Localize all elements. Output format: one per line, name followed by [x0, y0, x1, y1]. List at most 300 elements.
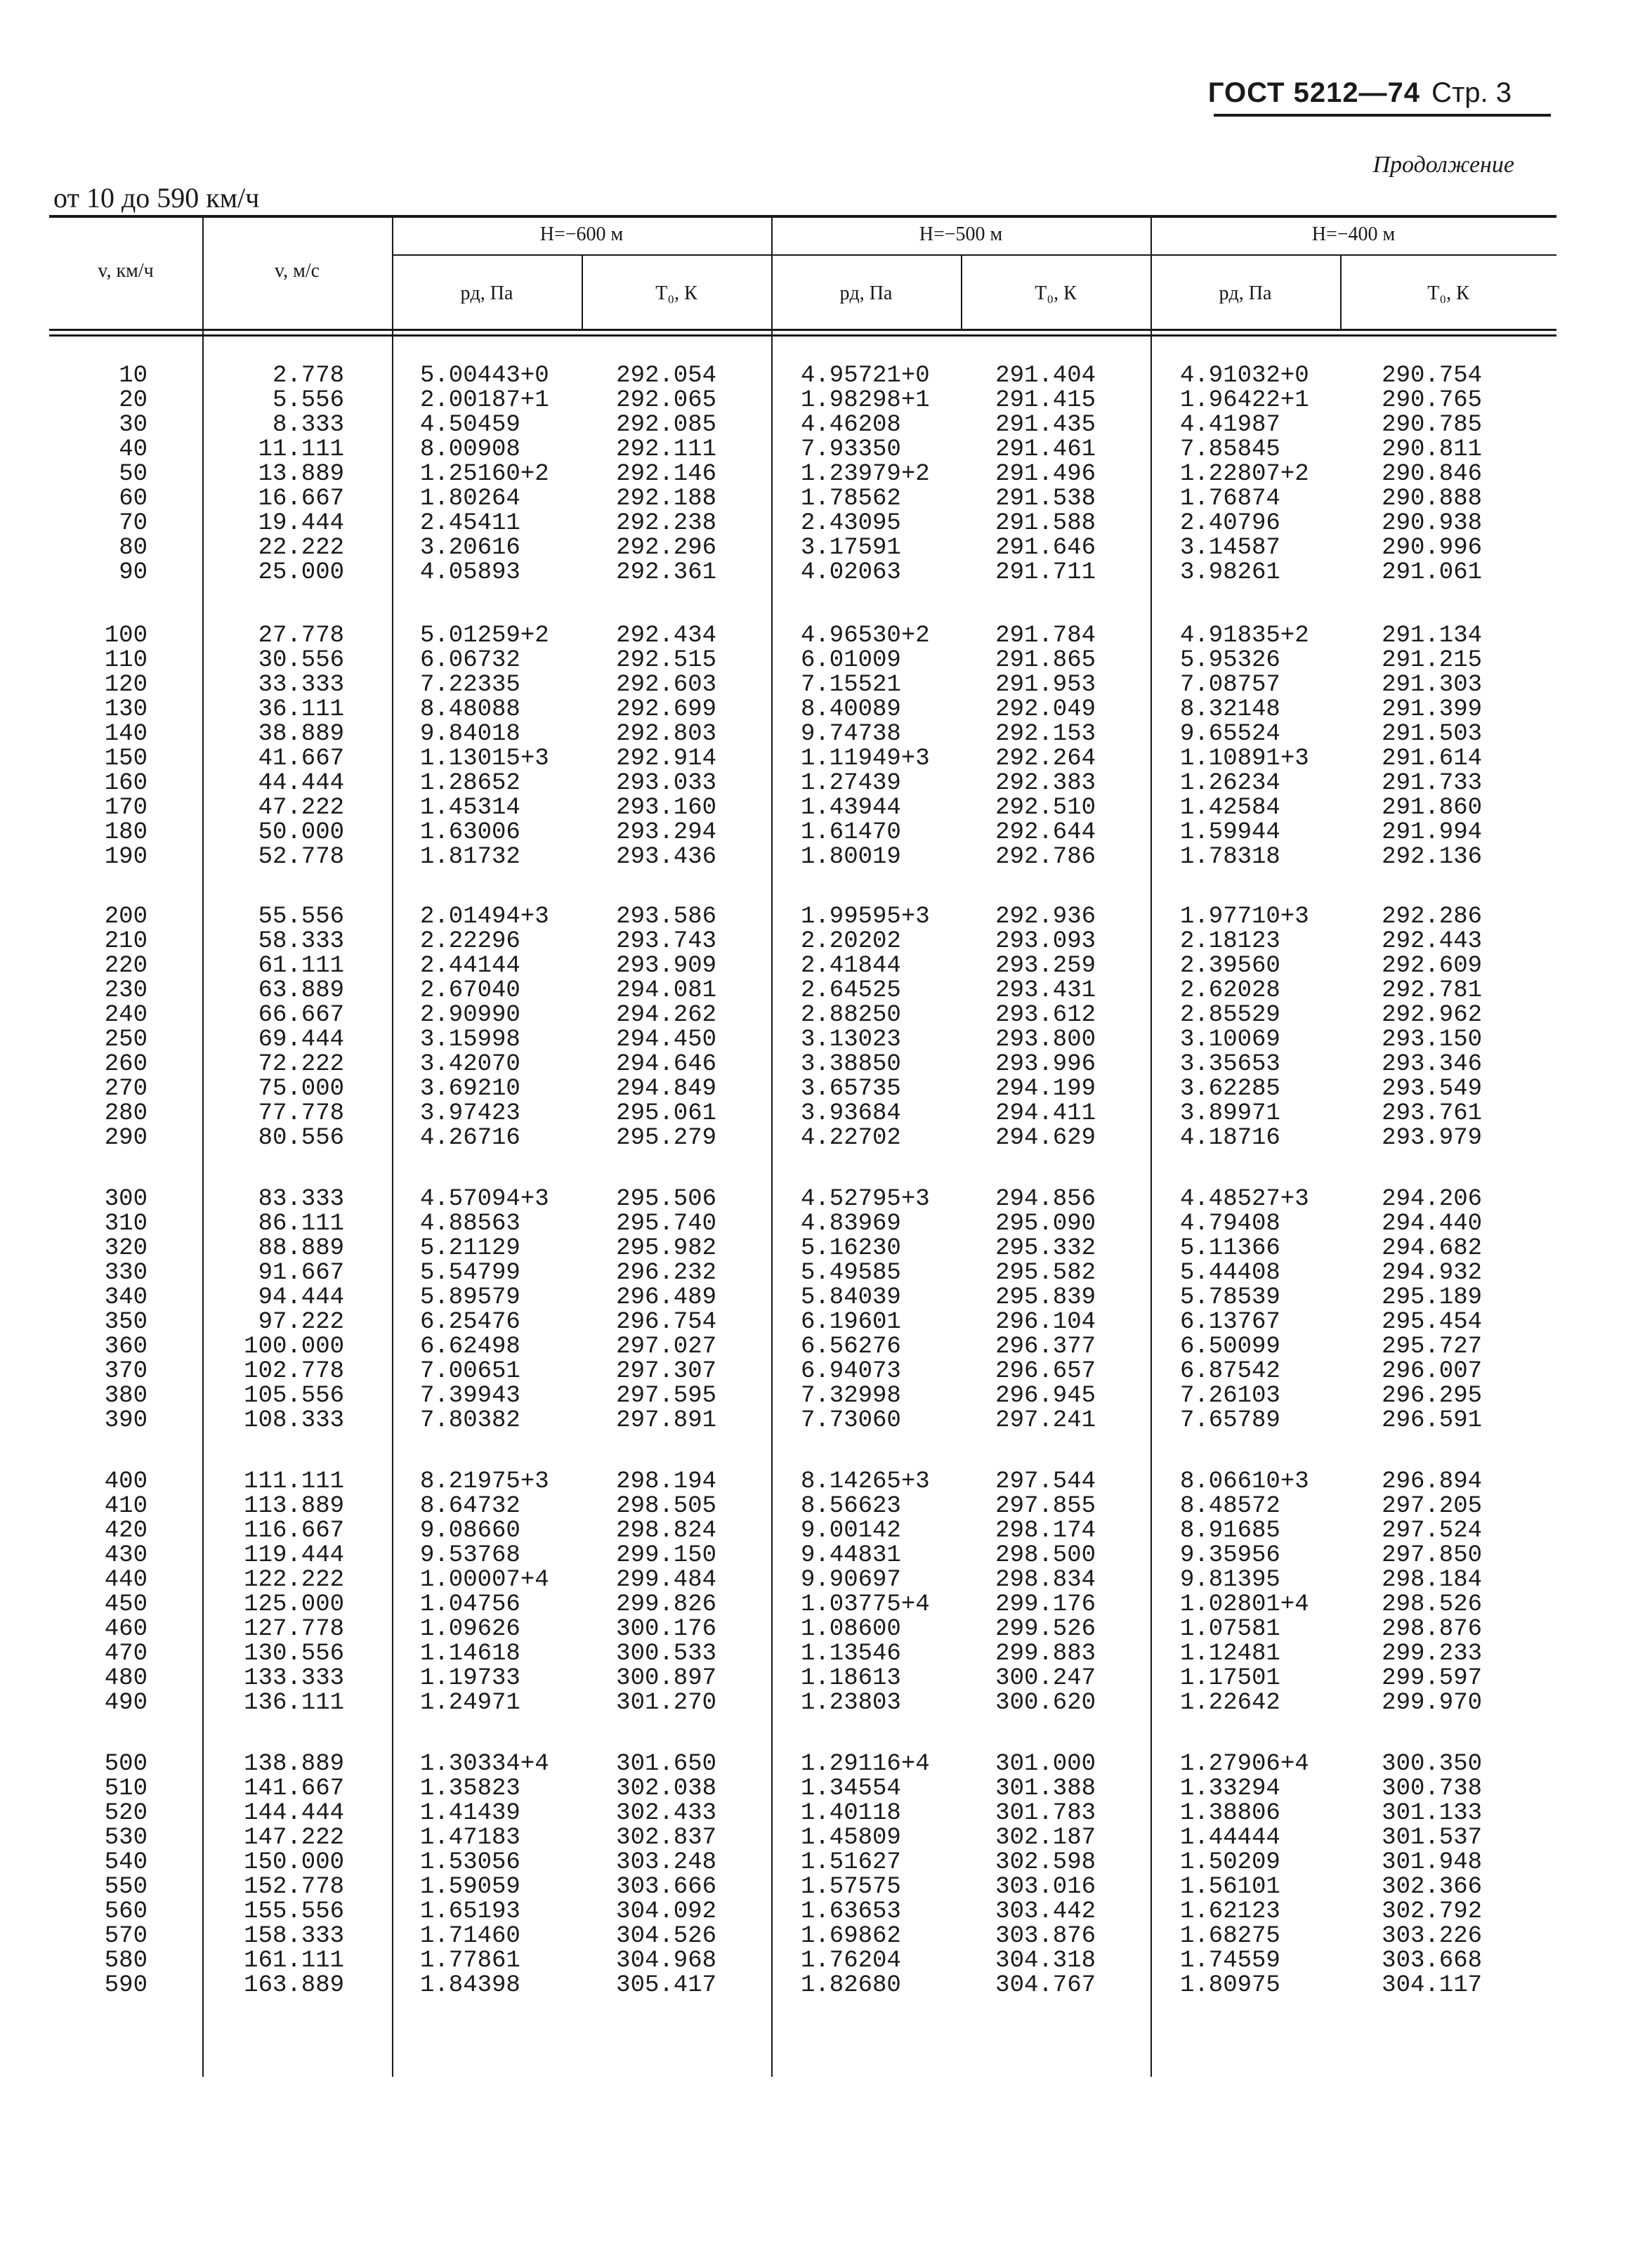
cell-pressure: 6.25476	[420, 1309, 520, 1336]
cell-temperature: 302.366	[1382, 1874, 1482, 1900]
cell-temperature: 296.945	[995, 1383, 1096, 1409]
cell-pressure: 1.17501	[1180, 1665, 1280, 1692]
cell-pressure: 1.69862	[801, 1923, 901, 1950]
cell-pressure: 1.81732	[420, 844, 520, 870]
cell-temperature: 303.442	[995, 1898, 1096, 1925]
cell-pressure: 7.65789	[1180, 1407, 1280, 1434]
cell-pressure: 5.78539	[1180, 1284, 1280, 1311]
cell-temperature: 290.765	[1382, 387, 1482, 414]
cell-pressure: 3.42070	[420, 1051, 520, 1078]
cell-temperature: 291.646	[995, 535, 1096, 561]
cell-pressure: 1.22807+2	[1180, 461, 1309, 488]
cell-temperature: 295.839	[995, 1284, 1096, 1311]
cell-pressure: 2.67040	[420, 977, 520, 1004]
cell-pressure: 4.96530+2	[801, 622, 930, 649]
cell-pressure: 6.01009	[801, 647, 901, 674]
cell-v-kmh: 450	[104, 1591, 148, 1618]
cell-pressure: 6.19601	[801, 1309, 901, 1336]
cell-temperature: 295.090	[995, 1211, 1096, 1237]
table-row	[49, 1949, 1556, 1974]
cell-pressure: 4.83969	[801, 1211, 901, 1237]
cell-pressure: 2.39560	[1180, 953, 1280, 979]
cell-v-kmh: 340	[104, 1284, 148, 1311]
cell-pressure: 1.59944	[1180, 819, 1280, 846]
header-temperature: T₀, К	[1427, 282, 1469, 304]
cell-pressure: 2.22296	[420, 928, 520, 955]
cell-temperature: 300.533	[616, 1640, 716, 1667]
cell-v-ms: 105.556	[244, 1383, 344, 1409]
cell-v-ms: 52.778	[258, 844, 344, 870]
cell-v-ms: 83.333	[258, 1186, 344, 1213]
table-row	[49, 1310, 1556, 1335]
cell-temperature: 292.238	[616, 510, 716, 537]
cell-v-kmh: 300	[104, 1186, 148, 1213]
cell-pressure: 8.48088	[420, 696, 520, 723]
cell-pressure: 7.08757	[1180, 672, 1280, 698]
cell-temperature: 294.932	[1382, 1260, 1482, 1286]
table-row	[49, 1126, 1556, 1151]
cell-temperature: 302.837	[616, 1825, 716, 1851]
cell-pressure: 5.49585	[801, 1260, 901, 1286]
cell-pressure: 8.14265+3	[801, 1468, 930, 1495]
cell-pressure: 1.40118	[801, 1800, 901, 1827]
header-double-rule	[49, 329, 1556, 331]
cell-v-kmh: 220	[104, 953, 148, 979]
cell-temperature: 297.027	[616, 1333, 716, 1360]
cell-v-kmh: 80	[119, 535, 148, 561]
table-row	[49, 1752, 1556, 1777]
cell-pressure: 3.13023	[801, 1026, 901, 1053]
cell-temperature: 294.856	[995, 1186, 1096, 1213]
cell-temperature: 298.505	[616, 1493, 716, 1520]
cell-pressure: 2.45411	[420, 510, 520, 537]
cell-v-kmh: 510	[104, 1775, 148, 1802]
cell-temperature: 292.383	[995, 770, 1096, 797]
cell-temperature: 291.215	[1382, 647, 1482, 674]
cell-pressure: 1.62123	[1180, 1898, 1280, 1925]
cell-v-kmh: 500	[104, 1751, 148, 1777]
cell-temperature: 294.411	[995, 1100, 1096, 1127]
cell-temperature: 298.194	[616, 1468, 716, 1495]
cell-pressure: 8.64732	[420, 1493, 520, 1520]
cell-temperature: 293.294	[616, 819, 716, 846]
table-row	[49, 954, 1556, 979]
cell-temperature: 301.133	[1382, 1800, 1482, 1827]
cell-temperature: 295.454	[1382, 1309, 1482, 1336]
cell-pressure: 2.62028	[1180, 977, 1280, 1004]
cell-temperature: 298.834	[995, 1567, 1096, 1593]
cell-pressure: 1.07581	[1180, 1616, 1280, 1643]
cell-pressure: 9.65524	[1180, 721, 1280, 748]
cell-pressure: 1.45809	[801, 1825, 901, 1851]
table-row	[49, 1593, 1556, 1617]
cell-pressure: 1.96422+1	[1180, 387, 1309, 414]
cell-temperature: 293.436	[616, 844, 716, 870]
cell-v-kmh: 530	[104, 1825, 148, 1851]
cell-temperature: 291.435	[995, 412, 1096, 438]
cell-v-kmh: 560	[104, 1898, 148, 1925]
cell-temperature: 299.176	[995, 1591, 1096, 1618]
table-row	[49, 438, 1556, 462]
cell-v-kmh: 210	[104, 928, 148, 955]
cell-temperature: 293.612	[995, 1002, 1096, 1029]
cell-pressure: 1.80975	[1180, 1972, 1280, 1999]
cell-v-ms: 38.889	[258, 721, 344, 748]
cell-pressure: 2.88250	[801, 1002, 901, 1029]
table-row	[49, 1924, 1556, 1949]
cell-temperature: 297.850	[1382, 1542, 1482, 1569]
cell-v-kmh: 580	[104, 1948, 148, 1974]
cell-v-kmh: 230	[104, 977, 148, 1004]
cell-pressure: 9.53768	[420, 1542, 520, 1569]
cell-temperature: 292.962	[1382, 1002, 1482, 1029]
cell-temperature: 294.682	[1382, 1235, 1482, 1262]
cell-temperature: 301.270	[616, 1690, 716, 1716]
cell-pressure: 3.65735	[801, 1076, 901, 1102]
cell-temperature: 291.399	[1382, 696, 1482, 723]
table-row	[49, 698, 1556, 722]
cell-temperature: 292.699	[616, 696, 716, 723]
cell-pressure: 2.01494+3	[420, 904, 549, 930]
table-row	[49, 413, 1556, 438]
cell-v-ms: 158.333	[244, 1923, 344, 1950]
cell-pressure: 1.80264	[420, 485, 520, 512]
table-row	[49, 1212, 1556, 1237]
cell-pressure: 7.39943	[420, 1383, 520, 1409]
cell-pressure: 6.56276	[801, 1333, 901, 1360]
table-row	[49, 1003, 1556, 1028]
cell-pressure: 4.22702	[801, 1125, 901, 1152]
cell-pressure: 1.19733	[420, 1665, 520, 1692]
cell-v-ms: 63.889	[258, 977, 344, 1004]
cell-pressure: 3.14587	[1180, 535, 1280, 561]
cell-v-kmh: 330	[104, 1260, 148, 1286]
cell-temperature: 291.404	[995, 363, 1096, 389]
cell-pressure: 1.18613	[801, 1665, 901, 1692]
table-row	[49, 1974, 1556, 1998]
cell-v-kmh: 480	[104, 1665, 148, 1692]
cell-temperature: 297.524	[1382, 1518, 1482, 1544]
cell-temperature: 292.515	[616, 647, 716, 674]
table-row	[49, 747, 1556, 771]
table-row	[49, 1470, 1556, 1494]
cell-pressure: 7.32998	[801, 1383, 901, 1409]
cell-v-ms: 138.889	[244, 1751, 344, 1777]
table-row	[49, 905, 1556, 929]
cell-v-ms: 2.778	[272, 363, 344, 389]
cell-temperature: 292.361	[616, 559, 716, 586]
cell-v-ms: 41.667	[258, 745, 344, 772]
cell-pressure: 5.11366	[1180, 1235, 1280, 1262]
cell-temperature: 293.160	[616, 795, 716, 821]
cell-v-kmh: 410	[104, 1493, 148, 1520]
cell-pressure: 4.88563	[420, 1211, 520, 1237]
cell-temperature: 290.888	[1382, 485, 1482, 512]
group-title: H=−400 м	[1311, 223, 1396, 245]
table-row	[49, 1801, 1556, 1826]
cell-pressure: 1.35823	[420, 1775, 520, 1802]
cell-temperature: 297.595	[616, 1383, 716, 1409]
cell-temperature: 292.049	[995, 696, 1096, 723]
cell-v-ms: 155.556	[244, 1898, 344, 1925]
cell-temperature: 298.824	[616, 1518, 716, 1544]
table-row	[49, 1494, 1556, 1519]
table-row	[49, 1826, 1556, 1851]
cell-temperature: 291.865	[995, 647, 1096, 674]
cell-pressure: 5.16230	[801, 1235, 901, 1262]
cell-pressure: 1.09626	[420, 1616, 520, 1643]
cell-pressure: 1.25160+2	[420, 461, 549, 488]
cell-pressure: 4.52795+3	[801, 1186, 930, 1213]
cell-v-kmh: 250	[104, 1026, 148, 1053]
cell-temperature: 299.526	[995, 1616, 1096, 1643]
cell-v-ms: 127.778	[244, 1616, 344, 1643]
header-v-kmh: v, км/ч	[98, 260, 154, 282]
cell-temperature: 294.440	[1382, 1211, 1482, 1237]
cell-temperature: 292.146	[616, 461, 716, 488]
cell-v-ms: 33.333	[258, 672, 344, 698]
cell-v-ms: 44.444	[258, 770, 344, 797]
cell-temperature: 292.111	[616, 436, 716, 463]
cell-pressure: 4.79408	[1180, 1211, 1280, 1237]
cell-pressure: 6.06732	[420, 647, 520, 674]
cell-pressure: 2.64525	[801, 977, 901, 1004]
cell-temperature: 297.307	[616, 1358, 716, 1385]
cell-pressure: 3.17591	[801, 535, 901, 561]
cell-temperature: 299.597	[1382, 1665, 1482, 1692]
cell-pressure: 1.13015+3	[420, 745, 549, 772]
cell-temperature: 291.953	[995, 672, 1096, 698]
cell-v-kmh: 200	[104, 904, 148, 930]
cell-pressure: 4.91032+0	[1180, 363, 1309, 389]
cell-pressure: 7.00651	[420, 1358, 520, 1385]
cell-temperature: 299.150	[616, 1542, 716, 1569]
cell-pressure: 1.56101	[1180, 1874, 1280, 1900]
cell-v-kmh: 310	[104, 1211, 148, 1237]
cell-temperature: 293.800	[995, 1026, 1096, 1053]
cell-pressure: 1.23803	[801, 1690, 901, 1716]
cell-v-kmh: 520	[104, 1800, 148, 1827]
cell-v-ms: 147.222	[244, 1825, 344, 1851]
cell-temperature: 304.526	[616, 1923, 716, 1950]
cell-temperature: 292.786	[995, 844, 1096, 870]
cell-v-kmh: 440	[104, 1567, 148, 1593]
cell-temperature: 294.646	[616, 1051, 716, 1078]
cell-temperature: 296.894	[1382, 1468, 1482, 1495]
cell-pressure: 3.10069	[1180, 1026, 1280, 1053]
cell-temperature: 292.264	[995, 745, 1096, 772]
cell-temperature: 298.526	[1382, 1591, 1482, 1618]
cell-temperature: 293.346	[1382, 1051, 1482, 1078]
cell-v-ms: 36.111	[258, 696, 344, 723]
cell-temperature: 301.000	[995, 1751, 1096, 1777]
cell-v-kmh: 570	[104, 1923, 148, 1950]
cell-temperature: 291.588	[995, 510, 1096, 537]
cell-pressure: 1.23979+2	[801, 461, 930, 488]
cell-v-ms: 11.111	[258, 436, 344, 463]
cell-pressure: 8.21975+3	[420, 1468, 549, 1495]
cell-pressure: 4.46208	[801, 412, 901, 438]
cell-temperature: 296.295	[1382, 1383, 1482, 1409]
cell-temperature: 304.092	[616, 1898, 716, 1925]
table-row	[49, 1519, 1556, 1544]
cell-temperature: 292.603	[616, 672, 716, 698]
cell-pressure: 1.71460	[420, 1923, 520, 1950]
cell-temperature: 298.500	[995, 1542, 1096, 1569]
cell-pressure: 8.91685	[1180, 1518, 1280, 1544]
cell-pressure: 7.80382	[420, 1407, 520, 1434]
cell-v-ms: 72.222	[258, 1051, 344, 1078]
cell-v-kmh: 240	[104, 1002, 148, 1029]
cell-temperature: 290.938	[1382, 510, 1482, 537]
header-temperature: T₀, К	[1035, 282, 1077, 304]
cell-temperature: 304.968	[616, 1948, 716, 1974]
cell-pressure: 1.29116+4	[801, 1751, 930, 1777]
cell-temperature: 293.761	[1382, 1100, 1482, 1127]
cell-temperature: 292.914	[616, 745, 716, 772]
cell-temperature: 298.184	[1382, 1567, 1482, 1593]
cell-pressure: 1.97710+3	[1180, 904, 1309, 930]
cell-temperature: 295.061	[616, 1100, 716, 1127]
cell-temperature: 293.033	[616, 770, 716, 797]
cell-v-ms: 5.556	[272, 387, 344, 414]
cell-v-kmh: 20	[119, 387, 148, 414]
cell-v-kmh: 130	[104, 696, 148, 723]
cell-v-ms: 111.111	[244, 1468, 344, 1495]
cell-pressure: 8.56623	[801, 1493, 901, 1520]
cell-v-kmh: 490	[104, 1690, 148, 1716]
cell-pressure: 1.45314	[420, 795, 520, 821]
cell-temperature: 291.134	[1382, 622, 1482, 649]
cell-temperature: 301.650	[616, 1751, 716, 1777]
cell-v-ms: 108.333	[244, 1407, 344, 1434]
standard-number: ГОСТ 5212—74	[1207, 77, 1421, 108]
cell-v-kmh: 350	[104, 1309, 148, 1336]
cell-v-kmh: 420	[104, 1518, 148, 1544]
header-v-ms: v, м/с	[274, 260, 320, 282]
cell-pressure: 9.08660	[420, 1518, 520, 1544]
cell-pressure: 1.03775+4	[801, 1591, 930, 1618]
cell-temperature: 291.733	[1382, 770, 1482, 797]
table-row	[49, 1900, 1556, 1924]
cell-temperature: 297.891	[616, 1407, 716, 1434]
cell-temperature: 295.582	[995, 1260, 1096, 1286]
cell-pressure: 9.35956	[1180, 1542, 1280, 1569]
cell-pressure: 5.00443+0	[420, 363, 549, 389]
cell-pressure: 3.35653	[1180, 1051, 1280, 1078]
cell-pressure: 8.32148	[1180, 696, 1280, 723]
cell-temperature: 291.503	[1382, 721, 1482, 748]
cell-pressure: 1.33294	[1180, 1775, 1280, 1802]
cell-v-kmh: 110	[104, 647, 148, 674]
cell-v-ms: 91.667	[258, 1260, 344, 1286]
cell-temperature: 302.433	[616, 1800, 716, 1827]
cell-v-kmh: 280	[104, 1100, 148, 1127]
cell-v-ms: 136.111	[244, 1690, 344, 1716]
cell-v-ms: 66.667	[258, 1002, 344, 1029]
cell-v-ms: 19.444	[258, 510, 344, 537]
table-row	[49, 1617, 1556, 1642]
table-row	[49, 1102, 1556, 1126]
cell-temperature: 294.199	[995, 1076, 1096, 1102]
table-row	[49, 364, 1556, 389]
cell-pressure: 1.10891+3	[1180, 745, 1309, 772]
cell-temperature: 296.489	[616, 1284, 716, 1311]
cell-v-ms: 113.889	[244, 1493, 344, 1520]
header-pressure: pд, Па	[460, 282, 513, 304]
cell-pressure: 1.42584	[1180, 795, 1280, 821]
cell-pressure: 2.00187+1	[420, 387, 549, 414]
cell-temperature: 296.104	[995, 1309, 1096, 1336]
cell-v-kmh: 100	[104, 622, 148, 649]
cell-temperature: 297.205	[1382, 1493, 1482, 1520]
cell-pressure: 8.00908	[420, 436, 520, 463]
header-pressure: pд, Па	[839, 282, 893, 304]
table-row	[49, 536, 1556, 561]
group-title: H=−500 м	[919, 223, 1003, 245]
cell-temperature: 292.644	[995, 819, 1096, 846]
cell-v-ms: 94.444	[258, 1284, 344, 1311]
group-title: H=−600 м	[539, 223, 624, 245]
table-row	[49, 1777, 1556, 1801]
cell-pressure: 5.44408	[1180, 1260, 1280, 1286]
cell-temperature: 304.117	[1382, 1972, 1482, 1999]
cell-pressure: 1.13546	[801, 1640, 901, 1667]
cell-temperature: 291.784	[995, 622, 1096, 649]
cell-pressure: 1.57575	[801, 1874, 901, 1900]
table-row	[49, 1286, 1556, 1310]
cell-pressure: 7.93350	[801, 436, 901, 463]
cell-temperature: 291.994	[1382, 819, 1482, 846]
cell-pressure: 7.15521	[801, 672, 901, 698]
cell-temperature: 295.506	[616, 1186, 716, 1213]
cell-pressure: 1.08600	[801, 1616, 901, 1643]
cell-v-ms: 27.778	[258, 622, 344, 649]
cell-temperature: 302.187	[995, 1825, 1096, 1851]
table-row	[49, 722, 1556, 747]
table-row	[49, 462, 1556, 487]
cell-temperature: 292.286	[1382, 904, 1482, 930]
cell-temperature: 293.979	[1382, 1125, 1482, 1152]
cell-v-ms: 61.111	[258, 953, 344, 979]
cell-pressure: 8.48572	[1180, 1493, 1280, 1520]
cell-pressure: 1.74559	[1180, 1948, 1280, 1974]
cell-pressure: 1.63653	[801, 1898, 901, 1925]
cell-pressure: 1.04756	[420, 1591, 520, 1618]
cell-pressure: 4.95721+0	[801, 363, 930, 389]
cell-pressure: 1.27439	[801, 770, 901, 797]
cell-temperature: 299.883	[995, 1640, 1096, 1667]
cell-temperature: 300.738	[1382, 1775, 1482, 1802]
table-row	[49, 1851, 1556, 1875]
cell-temperature: 301.388	[995, 1775, 1096, 1802]
header-double-rule	[49, 334, 1556, 337]
cell-pressure: 9.44831	[801, 1542, 901, 1569]
cell-temperature: 305.417	[616, 1972, 716, 1999]
cell-temperature: 303.016	[995, 1874, 1096, 1900]
table-row	[49, 511, 1556, 536]
cell-temperature: 303.248	[616, 1849, 716, 1876]
cell-pressure: 4.48527+3	[1180, 1186, 1309, 1213]
cell-temperature: 294.450	[616, 1026, 716, 1053]
cell-temperature: 290.996	[1382, 535, 1482, 561]
table-row	[49, 389, 1556, 413]
cell-temperature: 293.150	[1382, 1026, 1482, 1053]
cell-pressure: 8.40089	[801, 696, 901, 723]
cell-v-kmh: 60	[119, 485, 148, 512]
cell-pressure: 6.13767	[1180, 1309, 1280, 1336]
cell-pressure: 1.65193	[420, 1898, 520, 1925]
